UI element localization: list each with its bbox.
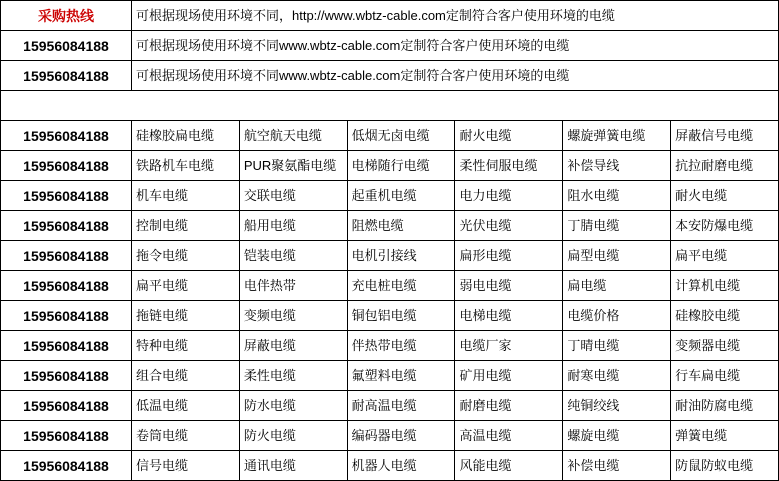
phone-number: 15956084188: [1, 31, 132, 61]
product-cell: 螺旋弹簧电缆: [563, 121, 671, 151]
product-cell: 扁平电缆: [132, 271, 240, 301]
product-cell: 电梯电缆: [455, 301, 563, 331]
phone-number: 15956084188: [1, 151, 132, 181]
header-banner-text: 可根据现场使用环境不同，http://www.wbtz-cable.com定制符合客户使用环境的电缆: [132, 1, 779, 31]
product-cell: 柔性伺服电缆: [455, 151, 563, 181]
banner-text-1: 可根据现场使用环境不同www.wbtz-cable.com定制符合客户使用环境的电缆: [132, 31, 779, 61]
product-cell: 电梯随行电缆: [347, 151, 455, 181]
product-cell: 扁形电缆: [455, 241, 563, 271]
phone-number: 15956084188: [1, 361, 132, 391]
product-cell: 阻燃电缆: [347, 211, 455, 241]
product-cell: 抗拉耐磨电缆: [671, 151, 779, 181]
product-cell: 拖令电缆: [132, 241, 240, 271]
banner-text-2: 可根据现场使用环境不同www.wbtz-cable.com定制符合客户使用环境的电缆: [132, 61, 779, 91]
product-cell: 电机引接线: [347, 241, 455, 271]
product-cell: 耐火电缆: [671, 181, 779, 211]
product-cell: 矿用电缆: [455, 361, 563, 391]
product-cell: 机车电缆: [132, 181, 240, 211]
table-row: [1, 121, 779, 151]
product-cell: 电缆厂家: [455, 331, 563, 361]
table-row: [1, 241, 779, 271]
table-row: [1, 421, 779, 451]
hotline-label: 采购热线: [1, 1, 132, 31]
product-cell: 丁腈电缆: [563, 211, 671, 241]
product-cell: 纯铜绞线: [563, 391, 671, 421]
product-cell: 低温电缆: [132, 391, 240, 421]
banner-row-2: [1, 61, 779, 91]
product-cell: 信号电缆: [132, 451, 240, 481]
spacer-row: [1, 91, 779, 121]
product-cell: 铁路机车电缆: [132, 151, 240, 181]
product-cell: 风能电缆: [455, 451, 563, 481]
product-cell: 交联电缆: [239, 181, 347, 211]
product-cell: 耐油防腐电缆: [671, 391, 779, 421]
table-row: [1, 391, 779, 421]
table-row: [1, 451, 779, 481]
product-cell: 充电桩电缆: [347, 271, 455, 301]
product-cell: 硅橡胶扁电缆: [132, 121, 240, 151]
product-cell: 弹簧电缆: [671, 421, 779, 451]
product-cell: 船用电缆: [239, 211, 347, 241]
phone-number: 15956084188: [1, 61, 132, 91]
product-cell: 光伏电缆: [455, 211, 563, 241]
product-cell: PUR聚氨酯电缆: [239, 151, 347, 181]
product-cell: 屏蔽电缆: [239, 331, 347, 361]
product-cell: 防鼠防蚁电缆: [671, 451, 779, 481]
product-cell: 弱电电缆: [455, 271, 563, 301]
table-row: [1, 181, 779, 211]
spacer-cell: [1, 91, 779, 121]
product-cell: 铜包铝电缆: [347, 301, 455, 331]
product-cell: 卷筒电缆: [132, 421, 240, 451]
phone-number: 15956084188: [1, 211, 132, 241]
product-cell: 计算机电缆: [671, 271, 779, 301]
table-row: [1, 151, 779, 181]
product-cell: 拖链电缆: [132, 301, 240, 331]
product-cell: 电力电缆: [455, 181, 563, 211]
product-cell: 变频器电缆: [671, 331, 779, 361]
product-cell: 阻水电缆: [563, 181, 671, 211]
product-cell: 防水电缆: [239, 391, 347, 421]
phone-number: 15956084188: [1, 121, 132, 151]
product-cell: 通讯电缆: [239, 451, 347, 481]
product-cell: 变频电缆: [239, 301, 347, 331]
table-row: [1, 301, 779, 331]
product-cell: 控制电缆: [132, 211, 240, 241]
phone-number: 15956084188: [1, 301, 132, 331]
product-cell: 伴热带电缆: [347, 331, 455, 361]
product-cell: 低烟无卤电缆: [347, 121, 455, 151]
product-cell: 屏蔽信号电缆: [671, 121, 779, 151]
phone-number: 15956084188: [1, 241, 132, 271]
table-row: [1, 211, 779, 241]
product-cell: 补偿导线: [563, 151, 671, 181]
phone-number: 15956084188: [1, 271, 132, 301]
table-row: [1, 331, 779, 361]
product-cell: 丁晴电缆: [563, 331, 671, 361]
product-cell: 耐磨电缆: [455, 391, 563, 421]
product-cell: 行车扁电缆: [671, 361, 779, 391]
product-cell: 特种电缆: [132, 331, 240, 361]
product-cell: 本安防爆电缆: [671, 211, 779, 241]
product-cell: 柔性电缆: [239, 361, 347, 391]
banner-row-1: [1, 31, 779, 61]
product-cell: 耐高温电缆: [347, 391, 455, 421]
product-cell: 组合电缆: [132, 361, 240, 391]
product-cell: 扁型电缆: [563, 241, 671, 271]
product-cell: 氟塑料电缆: [347, 361, 455, 391]
phone-number: 15956084188: [1, 421, 132, 451]
header-row: [1, 1, 779, 31]
table-row: [1, 361, 779, 391]
phone-number: 15956084188: [1, 181, 132, 211]
product-cell: 补偿电缆: [563, 451, 671, 481]
product-cell: 高温电缆: [455, 421, 563, 451]
product-cell: 起重机电缆: [347, 181, 455, 211]
product-cell: 硅橡胶电缆: [671, 301, 779, 331]
product-cell: 铠装电缆: [239, 241, 347, 271]
product-cell: 编码器电缆: [347, 421, 455, 451]
phone-number: 15956084188: [1, 451, 132, 481]
product-cell: 扁平电缆: [671, 241, 779, 271]
product-cell: 电伴热带: [239, 271, 347, 301]
phone-number: 15956084188: [1, 331, 132, 361]
product-cell: 耐寒电缆: [563, 361, 671, 391]
product-cell: 防火电缆: [239, 421, 347, 451]
phone-number: 15956084188: [1, 391, 132, 421]
table-row: [1, 271, 779, 301]
product-cell: 航空航天电缆: [239, 121, 347, 151]
product-cell: 电缆价格: [563, 301, 671, 331]
product-cell: 机器人电缆: [347, 451, 455, 481]
product-cell: 螺旋电缆: [563, 421, 671, 451]
product-cell: 扁电缆: [563, 271, 671, 301]
product-cell: 耐火电缆: [455, 121, 563, 151]
